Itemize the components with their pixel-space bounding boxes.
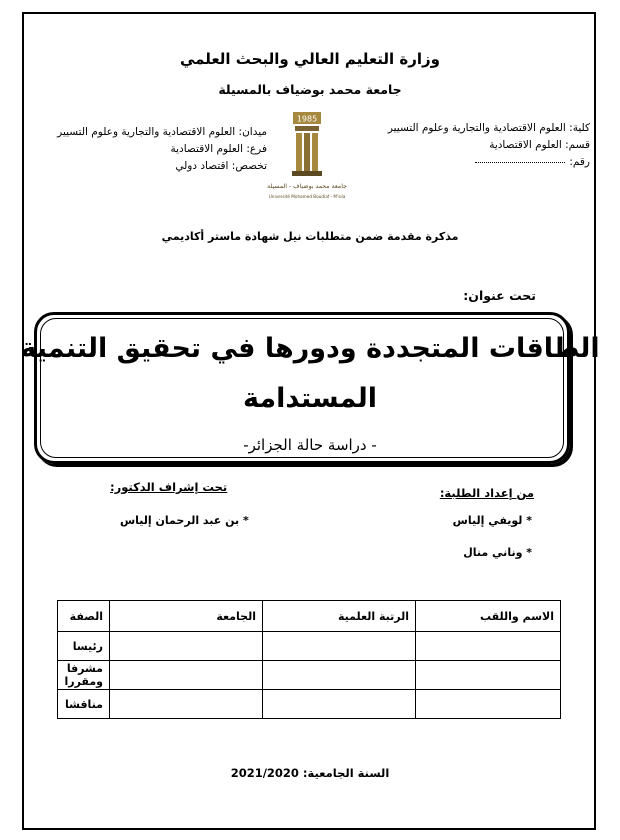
header-role: الصفة <box>58 601 110 632</box>
cell-rank <box>263 632 416 661</box>
logo-name-fr: Université Mohamed Boudiaf - M'sila <box>268 194 346 199</box>
thesis-subtitle: - دراسة حالة الجزائر- <box>243 436 377 454</box>
logo-year: 1985 <box>296 114 318 124</box>
students-label: من إعداد الطلبة: <box>439 486 534 500</box>
cell-name <box>416 690 561 719</box>
number-dots <box>475 162 565 163</box>
logo-name-ar: جامعة محمد بوضياف - المسيلة <box>267 183 347 190</box>
academic-year: السنة الجامعية: 2021/2020 <box>230 766 390 780</box>
thesis-title <box>0 324 620 424</box>
header-name: الاسم واللقب <box>416 601 561 632</box>
cell-role: رئيسا <box>58 632 110 661</box>
thesis-title-line1: الطاقات المتجددة ودورها في تحقيق التنمية <box>20 333 600 364</box>
domain-info <box>42 124 267 175</box>
thesis-title-line2: المستدامة <box>243 383 377 414</box>
under-title-label: تحت عنوان: <box>463 288 536 303</box>
table-row <box>58 690 561 719</box>
cell-university <box>110 661 263 690</box>
ministry-title: وزارة التعليم العالي والبحث العلمي <box>179 50 441 68</box>
university-name: جامعة محمد بوضياف بالمسيلة <box>218 82 402 97</box>
number-label: رقم: <box>569 156 590 168</box>
logo-pillar-2 <box>304 133 310 171</box>
cell-role: مناقشا <box>58 690 110 719</box>
logo-pillar-3 <box>312 133 318 171</box>
table-row <box>58 661 561 690</box>
cell-university <box>110 632 263 661</box>
cell-role: مشرفا ومقررا <box>58 661 110 690</box>
cell-name <box>416 661 561 690</box>
university-logo <box>262 108 352 206</box>
supervisor-label: تحت إشراف الدكتور: <box>110 480 228 494</box>
specialty-line: تخصص: اقتصاد دولي <box>175 160 267 172</box>
cell-university <box>110 690 263 719</box>
student-name: * وناني منال <box>463 546 532 559</box>
logo-pillar-1 <box>296 133 302 171</box>
header-university: الجامعة <box>110 601 263 632</box>
cell-rank <box>263 661 416 690</box>
table-row <box>58 632 561 661</box>
header-rank: الرتبة العلمية <box>263 601 416 632</box>
department-line: قسم: العلوم الاقتصادية <box>489 139 590 151</box>
logo-cap <box>295 126 319 131</box>
memo-statement: مذكرة مقدمة ضمن متطلبات نيل شهادة ماستر أكاديمي <box>161 230 459 243</box>
branch-line: فرع: العلوم الاقتصادية <box>170 143 267 155</box>
faculty-line: كلية: العلوم الاقتصادية والتجارية وعلوم التسيير <box>387 122 590 134</box>
faculty-info <box>360 120 590 171</box>
cell-name <box>416 632 561 661</box>
domain-line: ميدان: العلوم الاقتصادية والتجارية وعلوم التسيير <box>57 126 267 138</box>
cell-rank <box>263 690 416 719</box>
supervisor-name: * بن عبد الرحمان إلياس <box>120 514 249 527</box>
jury-table <box>57 600 561 719</box>
jury-header-row <box>58 601 561 632</box>
student-name: * لويفي إلياس <box>452 514 532 527</box>
logo-base <box>292 171 322 176</box>
number-line <box>360 154 590 171</box>
